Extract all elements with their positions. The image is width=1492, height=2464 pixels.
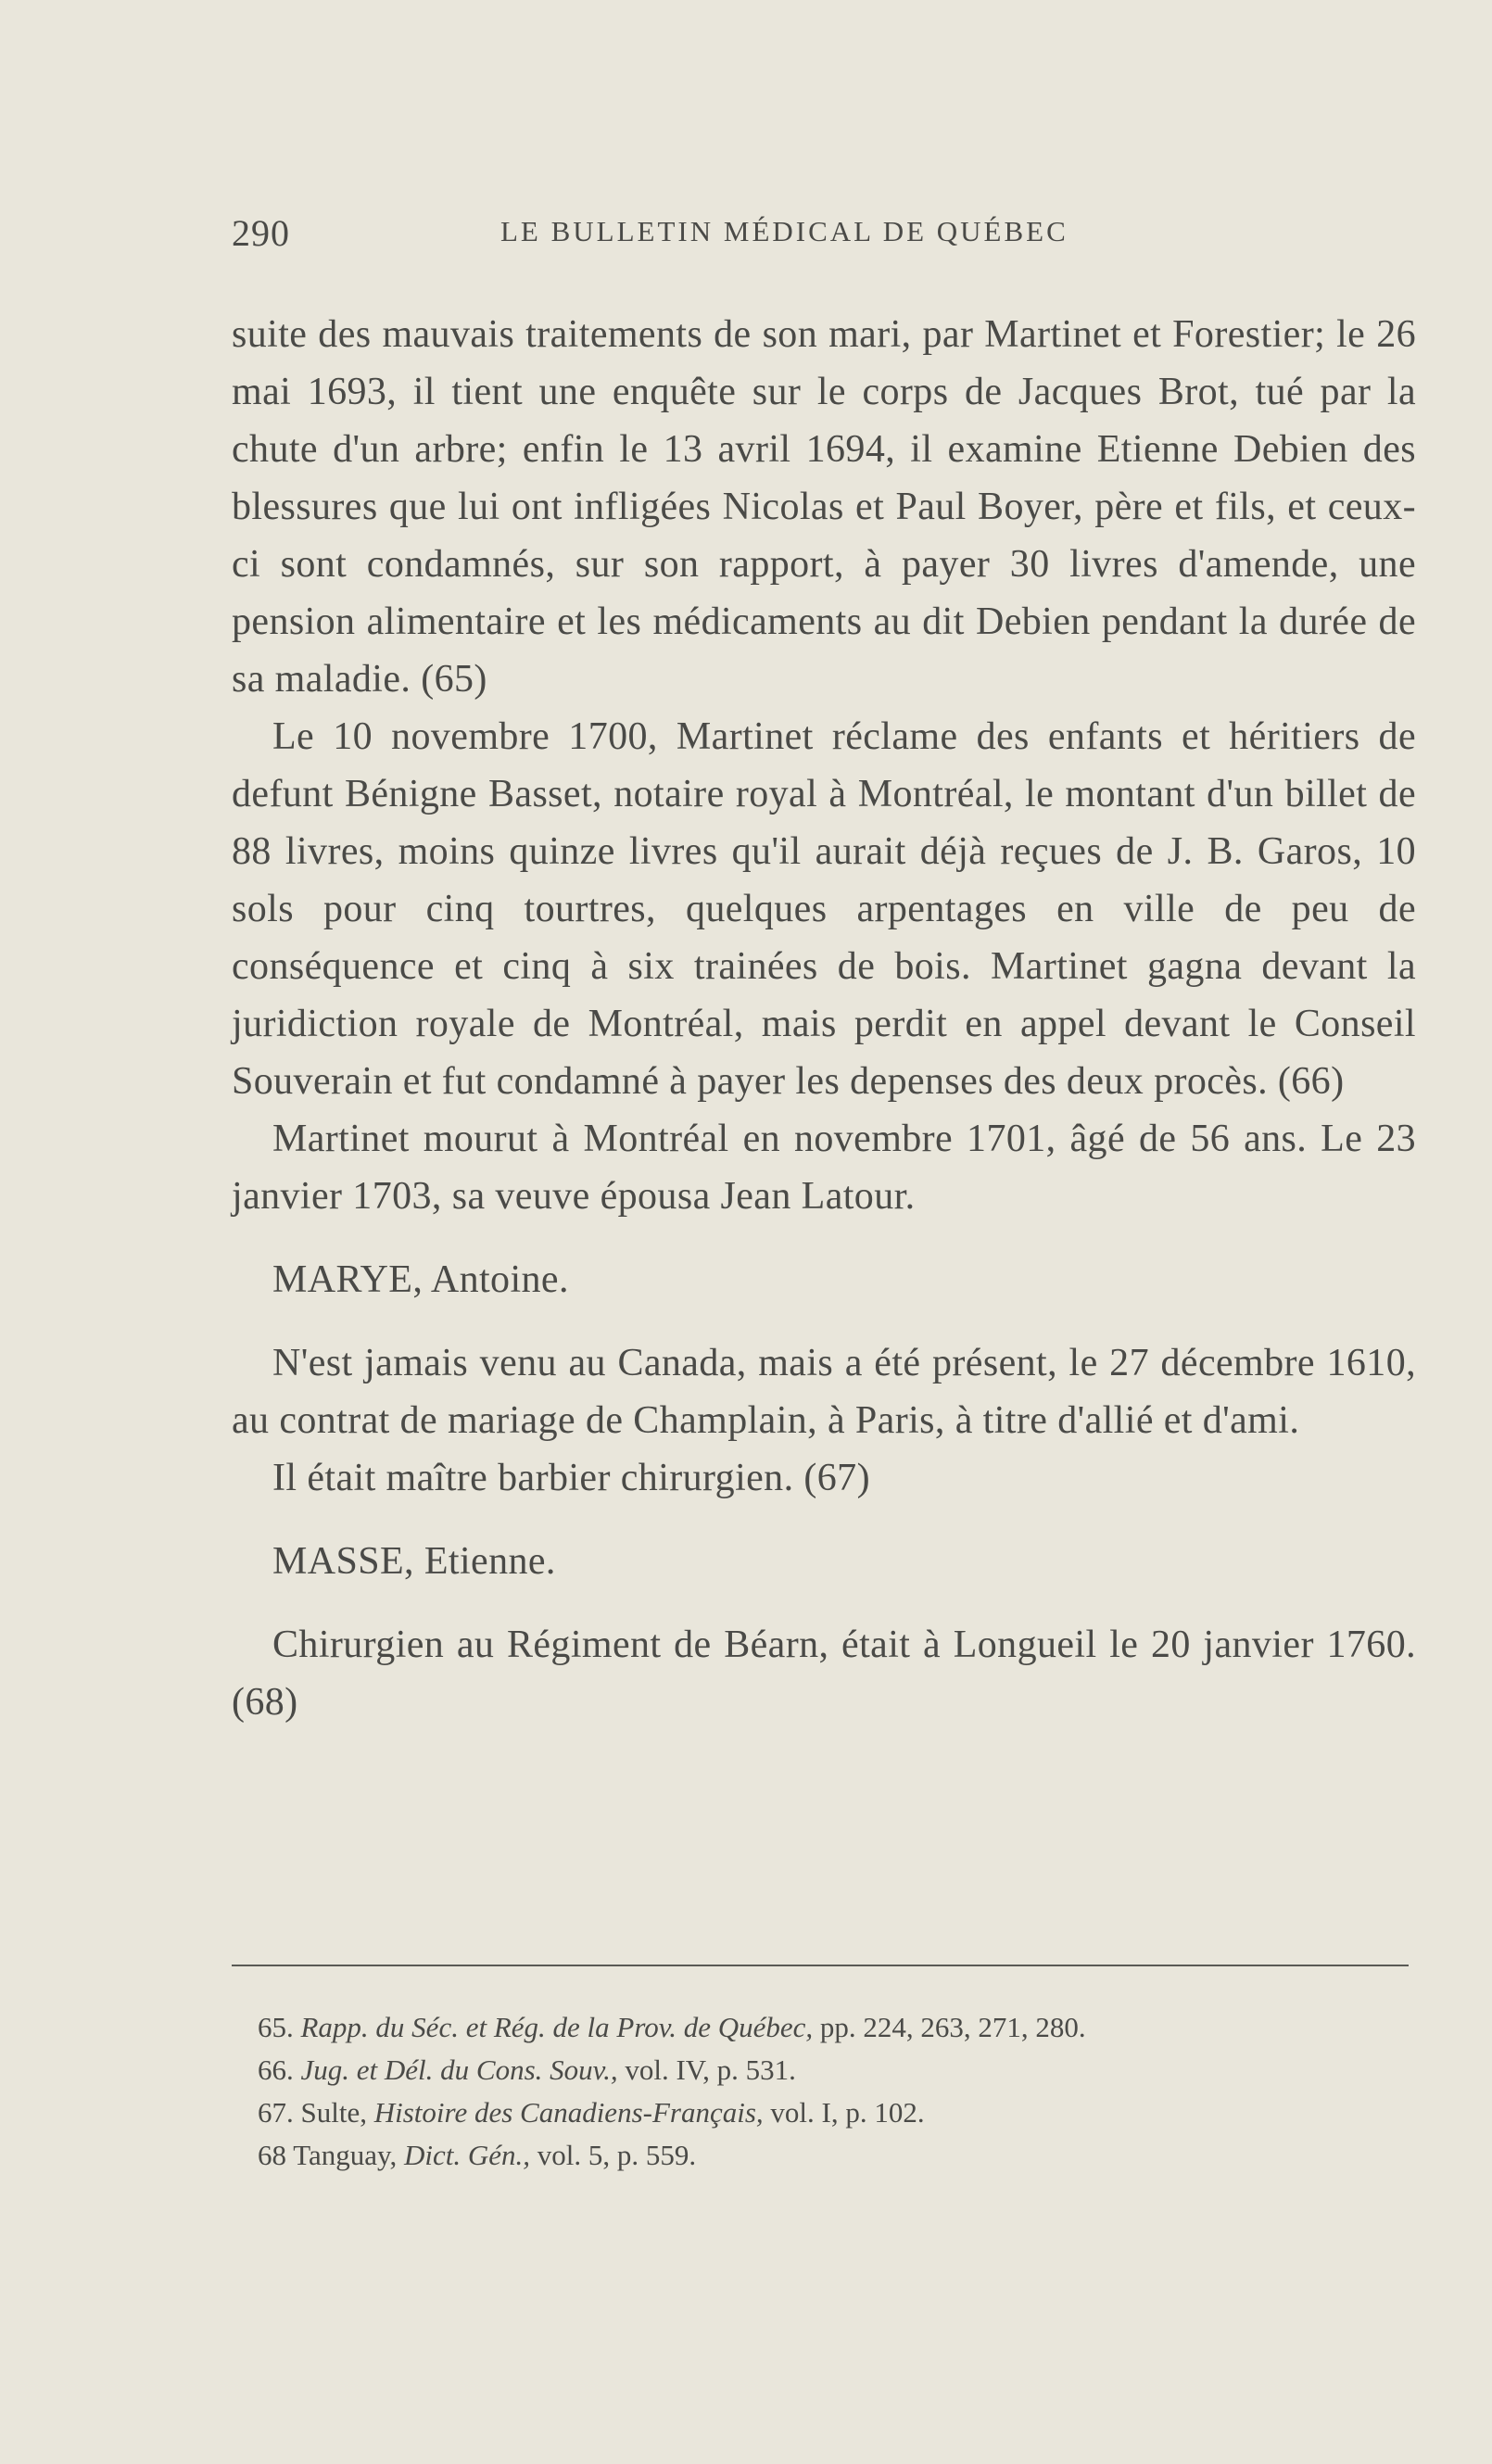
footnotes — [258, 2006, 1388, 2177]
page-header — [232, 211, 1158, 258]
footnote-65 — [258, 2006, 1388, 2049]
footnote-author: Sulte, — [300, 2096, 367, 2129]
footnote-source: Dict. Gén., — [403, 2139, 531, 2171]
footnote-number: 65. — [258, 2011, 294, 2043]
footnote-source: Histoire des Canadiens-Français, — [373, 2096, 764, 2129]
footnote-67 — [258, 2091, 1388, 2134]
footnote-source: Rapp. du Séc. et Rég. de la Prov. de Québec, — [300, 2011, 814, 2043]
footnote-source: Jug. et Dél. du Cons. Souv., — [300, 2053, 618, 2086]
footnote-rule — [232, 1965, 1409, 1966]
paragraph-masse-1: Chirurgien au Régiment de Béarn, était à Longueil le 20 janvier 1760. (68) — [232, 1624, 1416, 1724]
entry-heading-marye: MARYE, Antoine. — [272, 1258, 569, 1301]
running-head: LE BULLETIN MÉDICAL DE QUÉBEC — [500, 215, 1068, 247]
footnote-author: Tanguay, — [293, 2139, 398, 2171]
paragraph-martinet-3: Martinet mourut à Montréal en novembre 1701, âgé de 56 ans. Le 23 janvier 1703, sa veuve épousa Jean Latour. — [232, 1118, 1416, 1218]
footnote-number: 67. — [258, 2096, 294, 2129]
footnote-pages: vol. IV, p. 531. — [625, 2053, 796, 2086]
paragraph-marye-2: Il était maître barbier chirurgien. (67) — [272, 1457, 870, 1499]
footnote-pages: pp. 224, 263, 271, 280. — [819, 2011, 1086, 2043]
footnote-66 — [258, 2049, 1388, 2091]
paragraph-martinet-1: suite des mauvais traitements de son mari, par Martinet et Forestier; le 26 mai 1693, il tient une enquête sur le corps de Jacques Brot, tué par la chute d'un arbre; enfin le 13 avril 1694, il examine Etienne Debien des blessures que lui ont infligées Nicolas et Paul Boyer, père et fils, et ceux-ci sont condamnés, sur son rapport, à payer 30 livres d'amende, une pension alimentaire et les médicaments au dit Debien pendant la durée de sa maladie. (65) — [232, 313, 1416, 701]
body-text — [232, 306, 1416, 1731]
footnote-pages: vol. I, p. 102. — [770, 2096, 925, 2129]
footnote-pages: vol. 5, p. 559. — [537, 2139, 697, 2171]
paragraph-martinet-2: Le 10 novembre 1700, Martinet réclame des enfants et héritiers de defunt Bénigne Basset, notaire royal à Montréal, le montant d'un billet de 88 livres, moins quinze livres qu'il aurait déjà reçues de J. B. Garos, 10 sols pour cinq tourtres, quelques arpentages en ville de peu de conséquence et cinq à six trainées de bois. Martinet gagna devant la juridiction royale de Montréal, mais perdit en appel devant le Conseil Souverain et fut condamné à payer les depenses des deux procès. (66) — [232, 715, 1416, 1103]
entry-heading-masse: MASSE, Etienne. — [272, 1540, 556, 1583]
page-number: 290 — [232, 212, 290, 254]
footnote-number: 68 — [258, 2139, 286, 2171]
footnote-68 — [258, 2134, 1388, 2177]
footnote-number: 66. — [258, 2053, 294, 2086]
paragraph-marye-1: N'est jamais venu au Canada, mais a été présent, le 27 décembre 1610, au contrat de mariage de Champlain, à Paris, à titre d'allié et d'ami. — [232, 1342, 1416, 1442]
